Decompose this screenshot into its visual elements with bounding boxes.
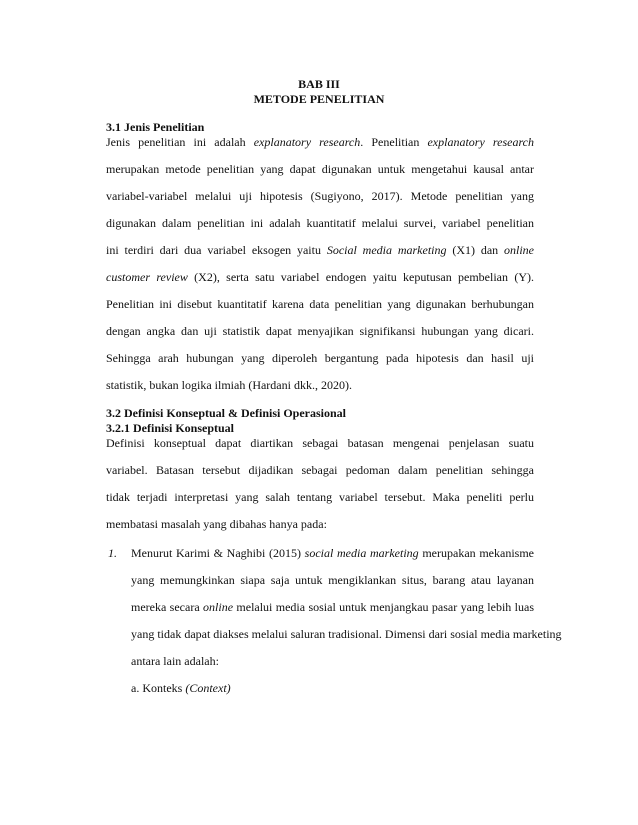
- paragraph-line: merupakan metode penelitian yang dapat digunakan untuk mengetahui kausal antar: [106, 162, 534, 176]
- italic-term: explanatory research: [253, 135, 361, 149]
- list-item-line: mereka secara online melalui media sosial untuk menjangkau pasar yang lebih luas: [131, 600, 534, 614]
- italic-term: customer review: [106, 270, 188, 284]
- italic-term: online: [203, 600, 234, 614]
- list-item-line: Menurut Karimi & Naghibi (2015) social media marketing merupakan mekanisme: [131, 546, 534, 560]
- paragraph-line: Sehingga arah hubungan yang diperoleh bergantung pada hipotesis dan hasil uji: [106, 351, 534, 365]
- italic-term: online: [504, 243, 535, 257]
- paragraph-line: Definisi konseptual dapat diartikan sebagai batasan mengenai penjelasan suatu: [106, 436, 534, 450]
- paragraph-line: Penelitian ini disebut kuantitatif karena data penelitian yang digunakan berhubungan: [106, 297, 534, 311]
- paragraph-line: variabel. Batasan tersebut dijadikan sebagai pedoman dalam penelitian sehingga: [106, 463, 534, 477]
- list-item-line: antara lain adalah:: [131, 654, 219, 668]
- paragraph-line: ini terdiri dari dua variabel eksogen yaitu Social media marketing (X1) dan online: [106, 243, 535, 257]
- paragraph-line: variabel-variabel melalui uji hipotesis (Sugiyono, 2017). Metode penelitian yang: [106, 189, 534, 203]
- section-3-2-1-heading: 3.2.1 Definisi Konseptual: [106, 421, 235, 435]
- chapter-title: BAB III: [298, 77, 340, 91]
- chapter-subtitle: METODE PENELITIAN: [253, 92, 385, 106]
- italic-term: (Context): [185, 681, 231, 695]
- italic-term: explanatory research: [427, 135, 534, 149]
- list-item-line: yang memungkinkan siapa saja untuk mengiklankan situs, barang atau layanan: [131, 573, 534, 587]
- section-3-2-heading: 3.2 Definisi Konseptual & Definisi Operasional: [106, 406, 347, 420]
- paragraph-line: customer review (X2), serta satu variabel endogen yaitu keputusan pembelian (Y).: [106, 270, 534, 284]
- sub-list-item-a: a. Konteks (Context): [131, 681, 231, 695]
- italic-term: social media marketing: [304, 546, 419, 560]
- paragraph-line: statistik, bukan logika ilmiah (Hardani dkk., 2020).: [106, 378, 352, 392]
- list-item-number: 1.: [108, 546, 117, 560]
- list-item-line: yang tidak dapat diakses melalui saluran tradisional. Dimensi dari sosial media marketing: [131, 627, 562, 641]
- paragraph-line: dengan angka dan uji statistik dapat menyajikan signifikansi hubungan yang dicari.: [106, 324, 534, 338]
- paragraph-line: digunakan dalam penelitian ini adalah kuantitatif melalui survei, variabel penelitian: [106, 216, 534, 230]
- section-3-1-heading: 3.1 Jenis Penelitian: [106, 120, 205, 134]
- italic-term: Social media marketing: [326, 243, 447, 257]
- paragraph-line: membatasi masalah yang dibahas hanya pada:: [106, 517, 327, 531]
- paragraph-line: Jenis penelitian ini adalah explanatory research. Penelitian explanatory research: [106, 135, 534, 149]
- paragraph-line: tidak terjadi interpretasi yang salah tentang variabel tersebut. Maka peneliti perlu: [106, 490, 534, 504]
